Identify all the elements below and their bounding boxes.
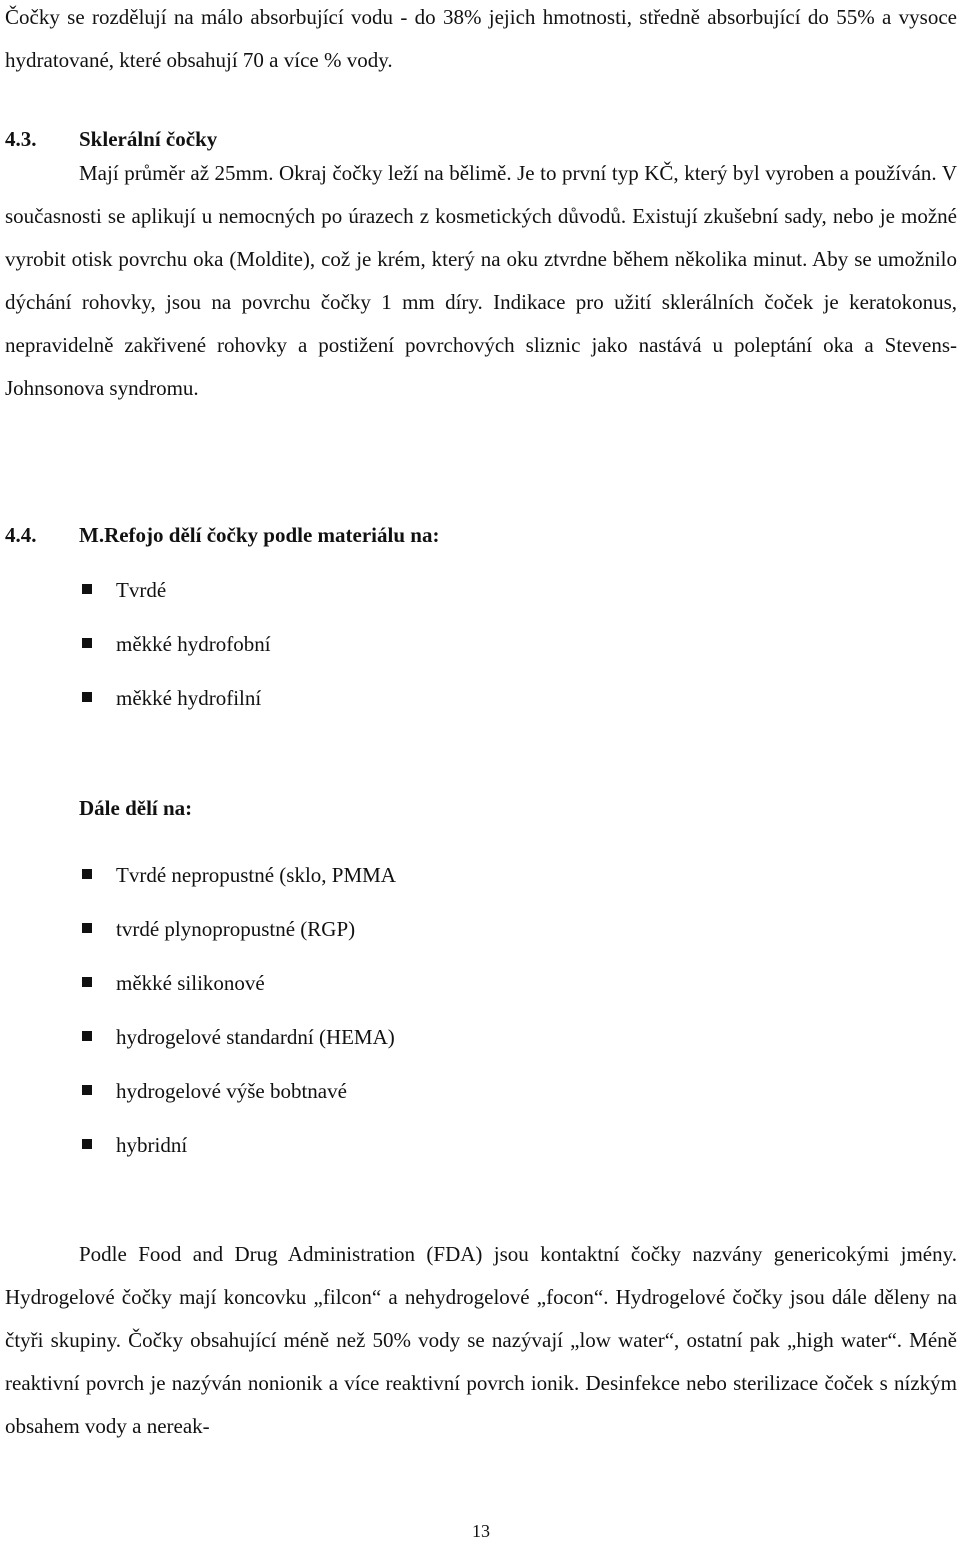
scleral-lenses-paragraph: Mají průměr až 25mm. Okraj čočky leží na bělimě. Je to první typ KČ, který byl vyroben a používán. V současnosti se aplikují u nemocných po úrazech z kosmetických důvodů. Existují zkušební sady, nebo je možné vyrobit otisk povrchu oka (Moldite), což je krém, který na oku ztvrdne během několika minut. Aby se umožnilo dýchání rohovky, jsou na povrchu čočky 1 mm díry. Indikace pro užití sklerálních čoček je keratokonus, nepravidelně zakřivené rohovky a postižení povrchových sliznic jako nastává u poleptání oka a Stevens- Johnsonova syndromu. bbox=[5, 161, 957, 400]
subheading-dale: Dále dělí na: bbox=[79, 796, 193, 820]
square-bullet-icon bbox=[82, 1031, 92, 1041]
section-title: Sklerální čočky bbox=[79, 127, 218, 151]
list-item bbox=[5, 1130, 396, 1184]
square-bullet-icon bbox=[82, 1139, 92, 1149]
list-item bbox=[5, 575, 271, 629]
list-item-label: hydrogelové standardní (HEMA) bbox=[116, 1025, 395, 1049]
list-item-label: Tvrdé bbox=[116, 578, 167, 602]
square-bullet-icon bbox=[82, 638, 92, 648]
section-title: M.Refojo dělí čočky podle materiálu na: bbox=[79, 523, 440, 547]
list-item-label: měkké hydrofilní bbox=[116, 686, 262, 710]
page-number: 13 bbox=[472, 1521, 490, 1541]
list-item-label: měkké silikonové bbox=[116, 971, 265, 995]
list-item bbox=[5, 1076, 396, 1130]
list-item bbox=[5, 629, 271, 683]
square-bullet-icon bbox=[82, 1085, 92, 1095]
section-heading-4-4 bbox=[5, 520, 439, 550]
list-item-label: hybridní bbox=[116, 1133, 188, 1157]
further-division-list bbox=[5, 860, 396, 1184]
fda-paragraph: Podle Food and Drug Administration (FDA) jsou kontaktní čočky nazvány genericokými jmény. Hydrogelové čočky mají koncovku „filcon“ a nehydrogelové „focon“. Hydrogelové čočky jsou dále děleny na čtyři skupiny. Čočky obsahující méně než 50% vody se nazývají „low water“, ostatní pak „high water“. Méně reaktivní povrch je nazýván nonionik a více reaktivní povrch ionik. Desinfekce nebo sterilizace čoček s nízkým obsahem vody a nereak- bbox=[5, 1242, 957, 1438]
list-item bbox=[5, 914, 396, 968]
square-bullet-icon bbox=[82, 584, 92, 594]
material-list bbox=[5, 575, 271, 737]
list-item bbox=[5, 860, 396, 914]
square-bullet-icon bbox=[82, 977, 92, 987]
list-item bbox=[5, 1022, 396, 1076]
list-item-label: měkké hydrofobní bbox=[116, 632, 271, 656]
section-heading-4-3 bbox=[5, 124, 217, 154]
list-item bbox=[5, 683, 271, 737]
section-number: 4.4. bbox=[5, 523, 37, 547]
list-item-label: hydrogelové výše bobtnavé bbox=[116, 1079, 347, 1103]
intro-paragraph: Čočky se rozdělují na málo absorbující vodu - do 38% jejich hmotnosti, středně absorbující do 55% a vysoce hydratované, které obsahují 70 a více % vody. bbox=[5, 5, 957, 72]
square-bullet-icon bbox=[82, 692, 92, 702]
list-item-label: tvrdé plynopropustné (RGP) bbox=[116, 917, 356, 941]
square-bullet-icon bbox=[82, 869, 92, 879]
document-page bbox=[5, 0, 957, 1541]
square-bullet-icon bbox=[82, 923, 92, 933]
list-item bbox=[5, 968, 396, 1022]
section-number: 4.3. bbox=[5, 127, 37, 151]
list-item-label: Tvrdé nepropustné (sklo, PMMA bbox=[116, 863, 396, 887]
